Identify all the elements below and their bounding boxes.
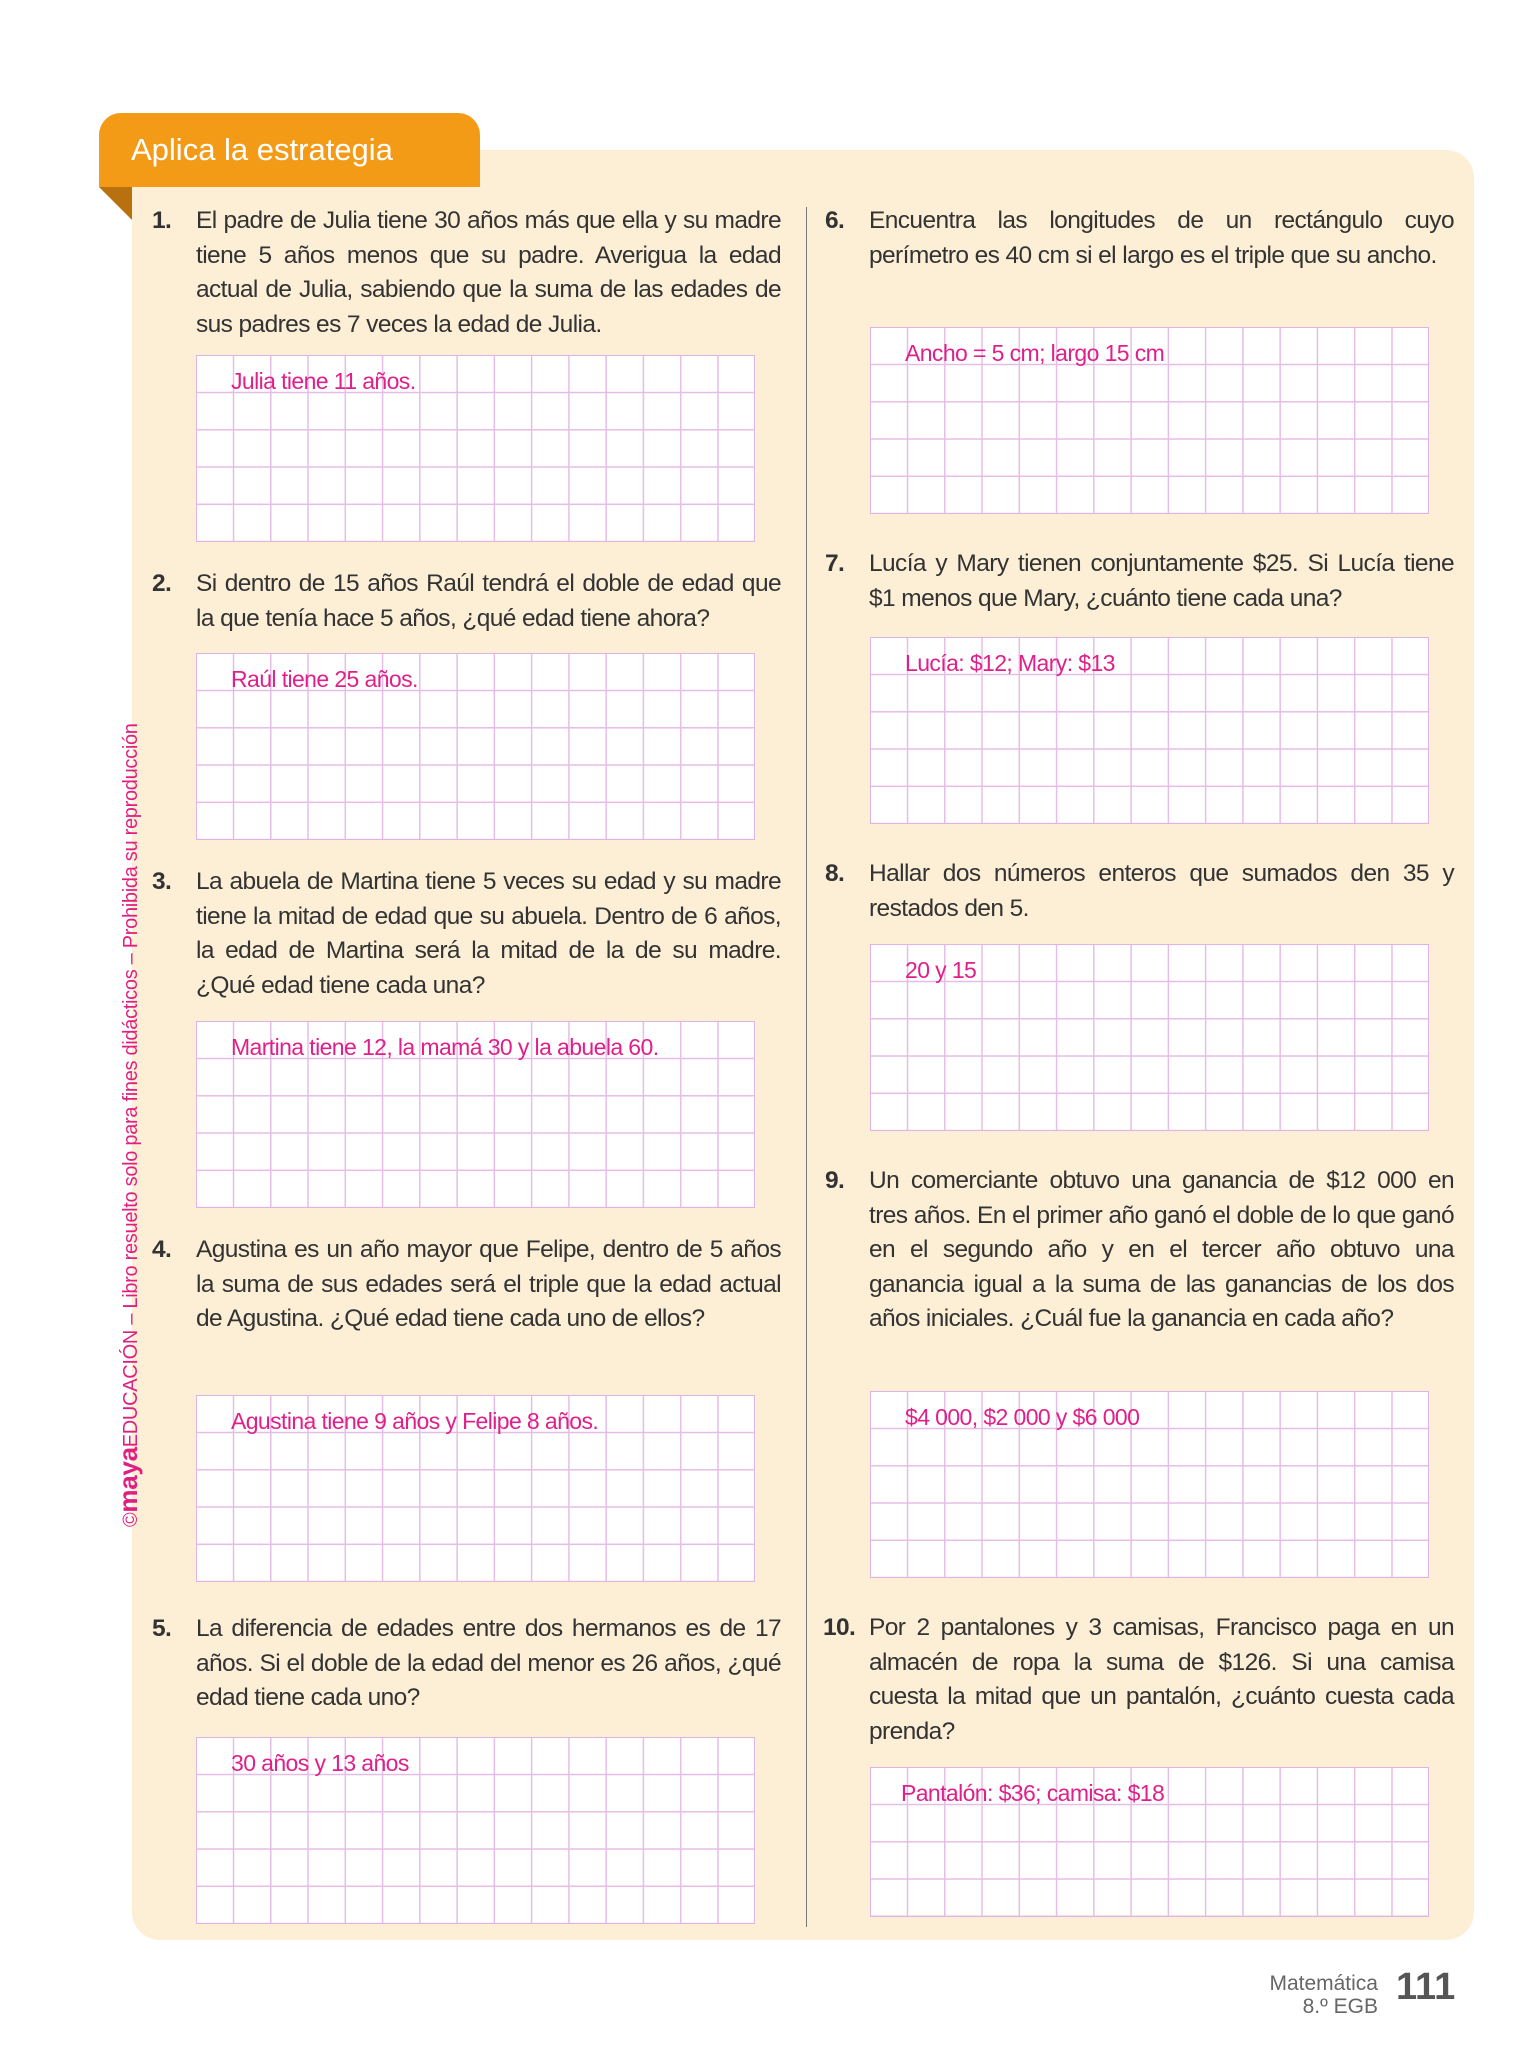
problem-4	[152, 1233, 781, 1337]
problem-number: 2.	[152, 570, 172, 597]
tab-fold	[99, 187, 132, 220]
problem-1	[152, 204, 781, 342]
problem-text: El padre de Julia tiene 30 años más que ella y su madre tiene 5 años menos que su padre. Averigua la edad actual de Julia, sabiendo que la suma de las edades de sus padres es 7 veces la edad de Julia.	[196, 207, 781, 338]
problem-2	[152, 567, 781, 636]
problem-text: Lucía y Mary tienen conjuntamente $25. Si Lucía tiene $1 menos que Mary, ¿cuánto tiene cada una?	[869, 550, 1454, 612]
answer-grid-3[interactable]	[196, 1021, 755, 1208]
problem-number: 1.	[152, 207, 172, 234]
answer-grid-10[interactable]	[870, 1767, 1429, 1917]
answer-text: Pantalón: $36; camisa: $18	[901, 1780, 1165, 1806]
problem-3	[152, 865, 781, 1003]
footer-book-info	[1269, 1972, 1378, 2018]
problem-number: 8.	[825, 860, 845, 887]
problem-8	[825, 857, 1454, 926]
answer-text: Julia tiene 11 años.	[231, 368, 416, 394]
answer-grid-2[interactable]	[196, 653, 755, 840]
problem-text: Un comerciante obtuvo una ganancia de $12 000 en tres años. En el primer año ganó el doble de lo que ganó en el segundo año y en el tercer año obtuvo una ganancia igual a la suma de las ganancias de los dos años iniciales. ¿Cuál fue la ganancia en cada año?	[869, 1167, 1454, 1333]
problem-text: La diferencia de edades entre dos hermanos es de 17 años. Si el doble de la edad del menor es 26 años, ¿qué edad tiene cada uno?	[196, 1615, 781, 1712]
problem-text: Si dentro de 15 años Raúl tendrá el doble de edad que la que tenía hace 5 años, ¿qué edad tiene ahora?	[196, 570, 781, 632]
problem-text: La abuela de Martina tiene 5 veces su edad y su madre tiene la mitad de edad que su abuela. Dentro de 6 años, la edad de Martina será la mitad de la de su madre. ¿Qué edad tiene cada una?	[196, 868, 781, 999]
problem-6	[825, 204, 1454, 273]
answer-text: 30 años y 13 años	[231, 1750, 409, 1776]
problem-text: Encuentra las longitudes de un rectángulo cuyo perímetro es 40 cm si el largo es el triple que su ancho.	[869, 207, 1454, 269]
problem-7	[825, 547, 1454, 616]
problem-5	[152, 1612, 781, 1716]
problem-number: 3.	[152, 868, 172, 895]
copyright-text: EDUCACIÓN – Libro resuelto solo para fines didácticos – Prohibida su reproducción	[120, 723, 142, 1448]
copyright-symbol: ©	[120, 1512, 142, 1527]
brand-logo: maya	[113, 1447, 143, 1513]
answer-grid-4[interactable]	[196, 1395, 755, 1582]
problem-number: 9.	[825, 1167, 845, 1194]
problem-number: 10.	[823, 1614, 856, 1641]
answer-text: Agustina tiene 9 años y Felipe 8 años.	[231, 1408, 599, 1434]
answer-grid-8[interactable]	[870, 944, 1429, 1131]
problem-number: 7.	[825, 550, 845, 577]
problem-text: Hallar dos números enteros que sumados den 35 y restados den 5.	[869, 860, 1454, 922]
problem-9	[825, 1164, 1454, 1337]
answer-grid-6[interactable]	[870, 327, 1429, 514]
problem-number: 6.	[825, 207, 845, 234]
footer-subject: Matemática	[1269, 1972, 1378, 1995]
problem-text: Agustina es un año mayor que Felipe, dentro de 5 años la suma de sus edades será el triple que la edad actual de Agustina. ¿Qué edad tiene cada uno de ellos?	[196, 1236, 781, 1333]
answer-grid-1[interactable]	[196, 355, 755, 542]
footer-grade: 8.º EGB	[1302, 1995, 1378, 2018]
column-divider	[806, 207, 807, 1927]
answer-text: Raúl tiene 25 años.	[231, 666, 418, 692]
answer-text: Lucía: $12; Mary: $13	[905, 650, 1115, 676]
answer-text: $4 000, $2 000 y $6 000	[905, 1404, 1140, 1430]
problem-number: 5.	[152, 1615, 172, 1642]
problem-10	[823, 1611, 1454, 1749]
answer-grid-7[interactable]	[870, 637, 1429, 824]
answer-text: 20 y 15	[905, 957, 977, 983]
page-number: 111	[1396, 1966, 1456, 2008]
answer-grid-5[interactable]	[196, 1737, 755, 1924]
problem-text: Por 2 pantalones y 3 camisas, Francisco paga en un almacén de ropa la suma de $126. Si una camisa cuesta la mitad que un pantalón, ¿cuánto cuesta cada prenda?	[869, 1614, 1454, 1745]
answer-text: Ancho = 5 cm; largo 15 cm	[905, 340, 1165, 366]
copyright-notice	[113, 723, 144, 1527]
section-title: Aplica la estrategia	[99, 113, 480, 187]
answer-text: Martina tiene 12, la mamá 30 y la abuela 60.	[231, 1034, 659, 1060]
answer-grid-9[interactable]	[870, 1391, 1429, 1578]
problem-number: 4.	[152, 1236, 172, 1263]
